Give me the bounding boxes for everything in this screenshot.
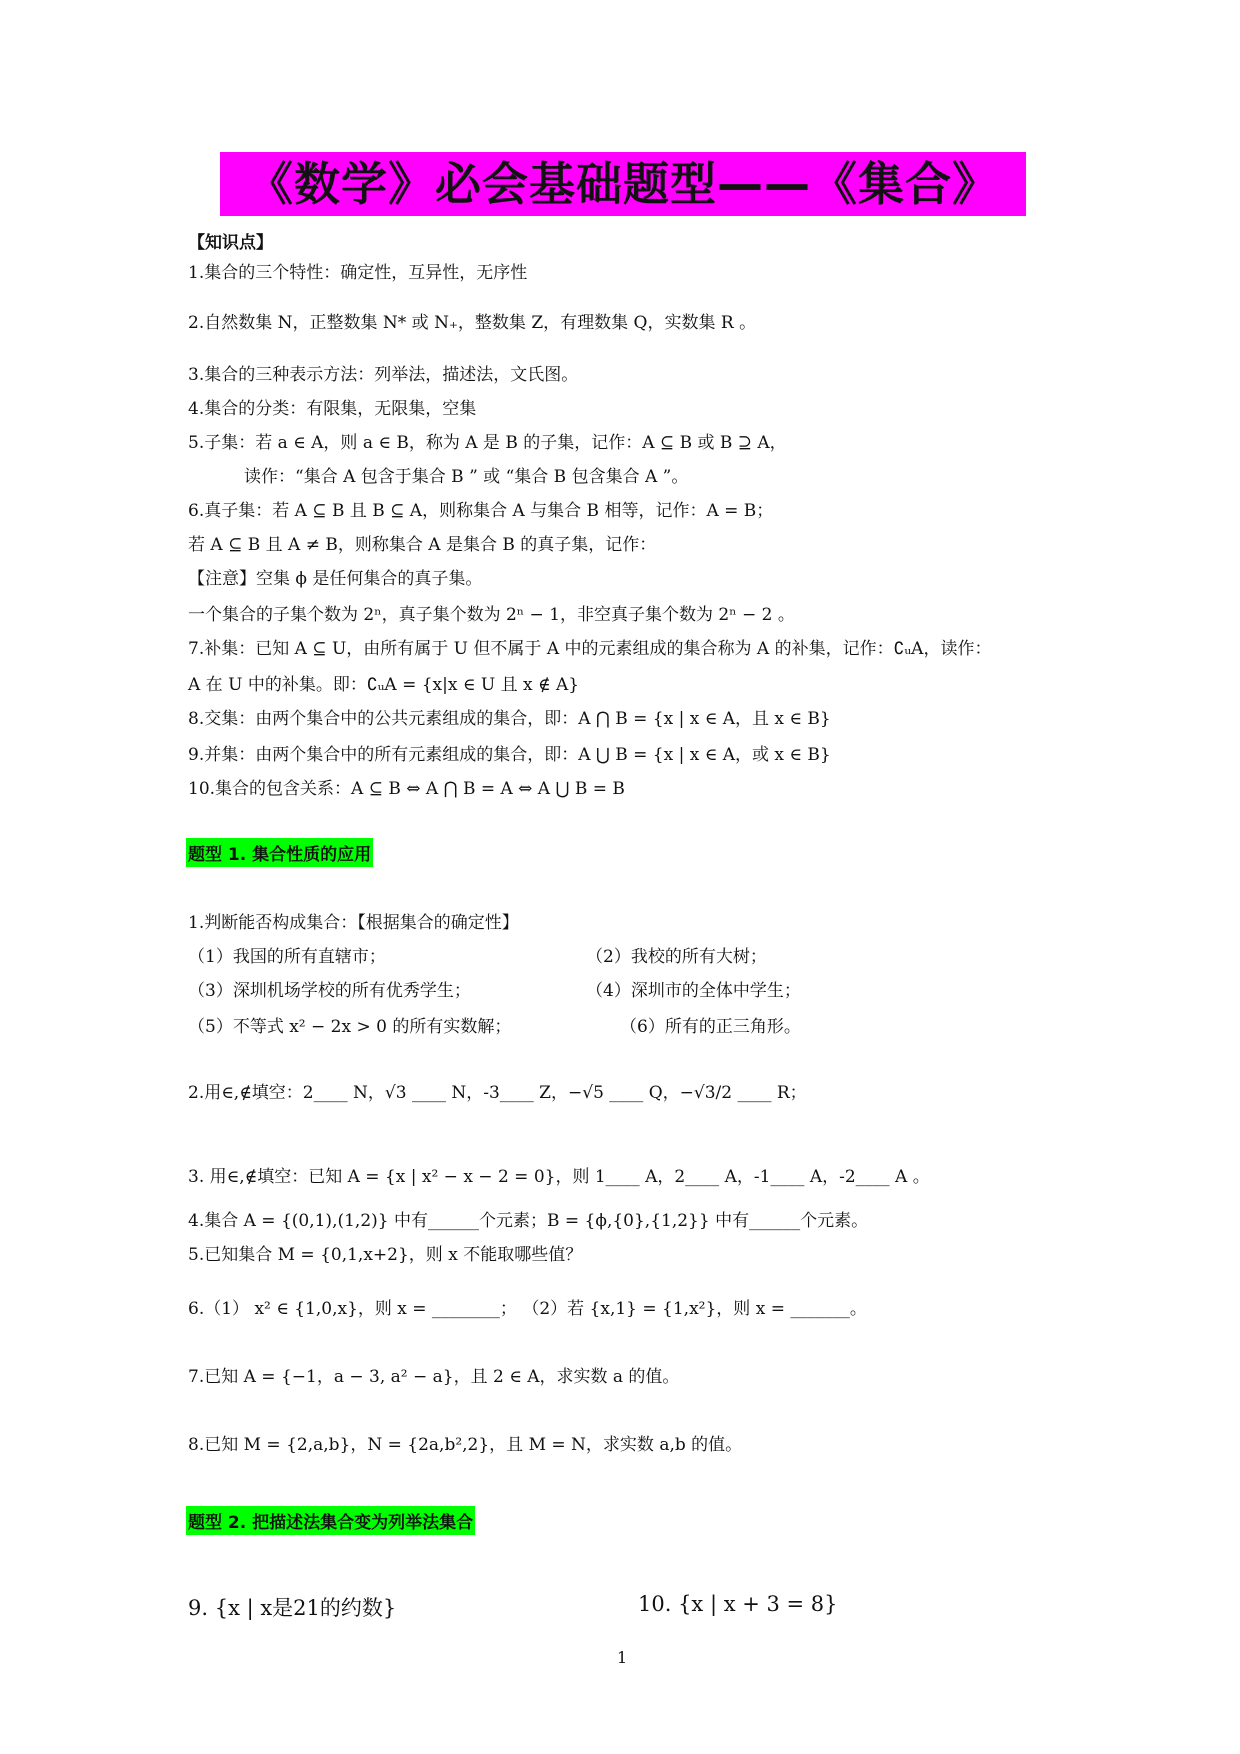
section-2-heading: 题型 2. 把描述法集合变为列举法集合 xyxy=(186,1506,475,1535)
question-1-option-4: （4）深圳市的全体中学生； xyxy=(586,981,801,1001)
knowledge-note: 【注意】空集 ϕ 是任何集合的真子集。 xyxy=(188,569,483,589)
question-1-option-2: （2）我校的所有大树； xyxy=(586,947,767,967)
question-6: 6.（1） x² ∈ {1,0,x}，则 x = ________； （2）若 {x,1} = {1,x²}，则 x = _______。 xyxy=(188,1299,867,1319)
knowledge-item-10: 10.集合的包含关系：A ⊆ B ⇔ A ⋂ B = A ⇔ A ⋃ B = B xyxy=(188,779,625,799)
knowledge-item-4: 4.集合的分类：有限集，无限集，空集 xyxy=(188,399,477,419)
question-9: 9. {x | x是21的约数} xyxy=(188,1596,397,1620)
question-8: 8.已知 M = {2,a,b}，N = {2a,b²,2}，且 M = N，求实数 a,b 的值。 xyxy=(188,1435,743,1455)
knowledge-item-7: 7.补集：已知 A ⊆ U，由所有属于 U 但不属于 A 中的元素组成的集合称为 A 的补集，记作：∁ᵤA，读作： xyxy=(188,639,992,659)
question-1-option-1: （1）我国的所有直辖市； xyxy=(188,947,386,967)
knowledge-item-1: 1.集合的三个特性：确定性，互异性，无序性 xyxy=(188,263,528,283)
question-3: 3. 用∈,∉填空：已知 A = {x | x² − x − 2 = 0}，则 1____ A，2____ A，-1____ A，-2____ A 。 xyxy=(188,1167,930,1187)
question-5: 5.已知集合 M = {0,1,x+2}，则 x 不能取哪些值？ xyxy=(188,1245,583,1265)
knowledge-item-3: 3.集合的三种表示方法：列举法，描述法，文氏图。 xyxy=(188,365,579,385)
knowledge-item-8: 8.交集：由两个集合中的公共元素组成的集合，即：A ⋂ B = {x | x ∈ A，且 x ∈ B} xyxy=(188,709,831,729)
question-7: 7.已知 A = {−1，a − 3, a² − a}，且 2 ∈ A，求实数 a 的值。 xyxy=(188,1367,680,1387)
question-2: 2.用∈,∉填空：2____ N，√3 ____ N，-3____ Z，−√5 ____ Q，−√3/2 ____ R； xyxy=(188,1083,807,1103)
knowledge-item-7-def: A 在 U 中的补集。即：∁ᵤA = {x|x ∈ U 且 x ∉ A} xyxy=(188,675,580,695)
knowledge-item-6: 6.真子集：若 A ⊆ B 且 B ⊆ A，则称集合 A 与集合 B 相等，记作：A = B； xyxy=(188,501,774,521)
question-10: 10. {x | x + 3 = 8} xyxy=(638,1592,838,1616)
page-number: 1 xyxy=(617,1648,628,1667)
question-1: 1.判断能否构成集合：【根据集合的确定性】 xyxy=(188,913,519,933)
knowledge-item-2: 2.自然数集 N，正整数集 N* 或 N₊，整数集 Z，有理数集 Q，实数集 R 。 xyxy=(188,313,757,333)
page-title: 《数学》必会基础题型——《集合》 xyxy=(220,152,1026,216)
knowledge-heading: 【知识点】 xyxy=(188,233,273,253)
knowledge-subset-count: 一个集合的子集个数为 2ⁿ，真子集个数为 2ⁿ − 1，非空真子集个数为 2ⁿ − 2 。 xyxy=(188,605,795,625)
knowledge-item-5-read: 读作：“集合 A 包含于集合 B ” 或 “集合 B 包含集合 A ”。 xyxy=(244,467,689,487)
question-1-option-6: （6）所有的正三角形。 xyxy=(620,1017,801,1037)
question-4: 4.集合 A = {(0,1),(1,2)} 中有______个元素；B = {ϕ,{0},{1,2}} 中有______个元素。 xyxy=(188,1211,869,1231)
knowledge-item-5: 5.子集：若 a ∈ A，则 a ∈ B，称为 A 是 B 的子集，记作：A ⊆ B 或 B ⊇ A， xyxy=(188,433,787,453)
section-1-heading: 题型 1. 集合性质的应用 xyxy=(186,838,373,867)
question-1-option-5: （5）不等式 x² − 2x > 0 的所有实数解； xyxy=(188,1017,512,1037)
knowledge-item-6-proper: 若 A ⊆ B 且 A ≠ B，则称集合 A 是集合 B 的真子集，记作： xyxy=(188,535,657,555)
question-1-option-3: （3）深圳机场学校的所有优秀学生； xyxy=(188,981,471,1001)
knowledge-item-9: 9.并集：由两个集合中的所有元素组成的集合，即：A ⋃ B = {x | x ∈ A，或 x ∈ B} xyxy=(188,745,831,765)
